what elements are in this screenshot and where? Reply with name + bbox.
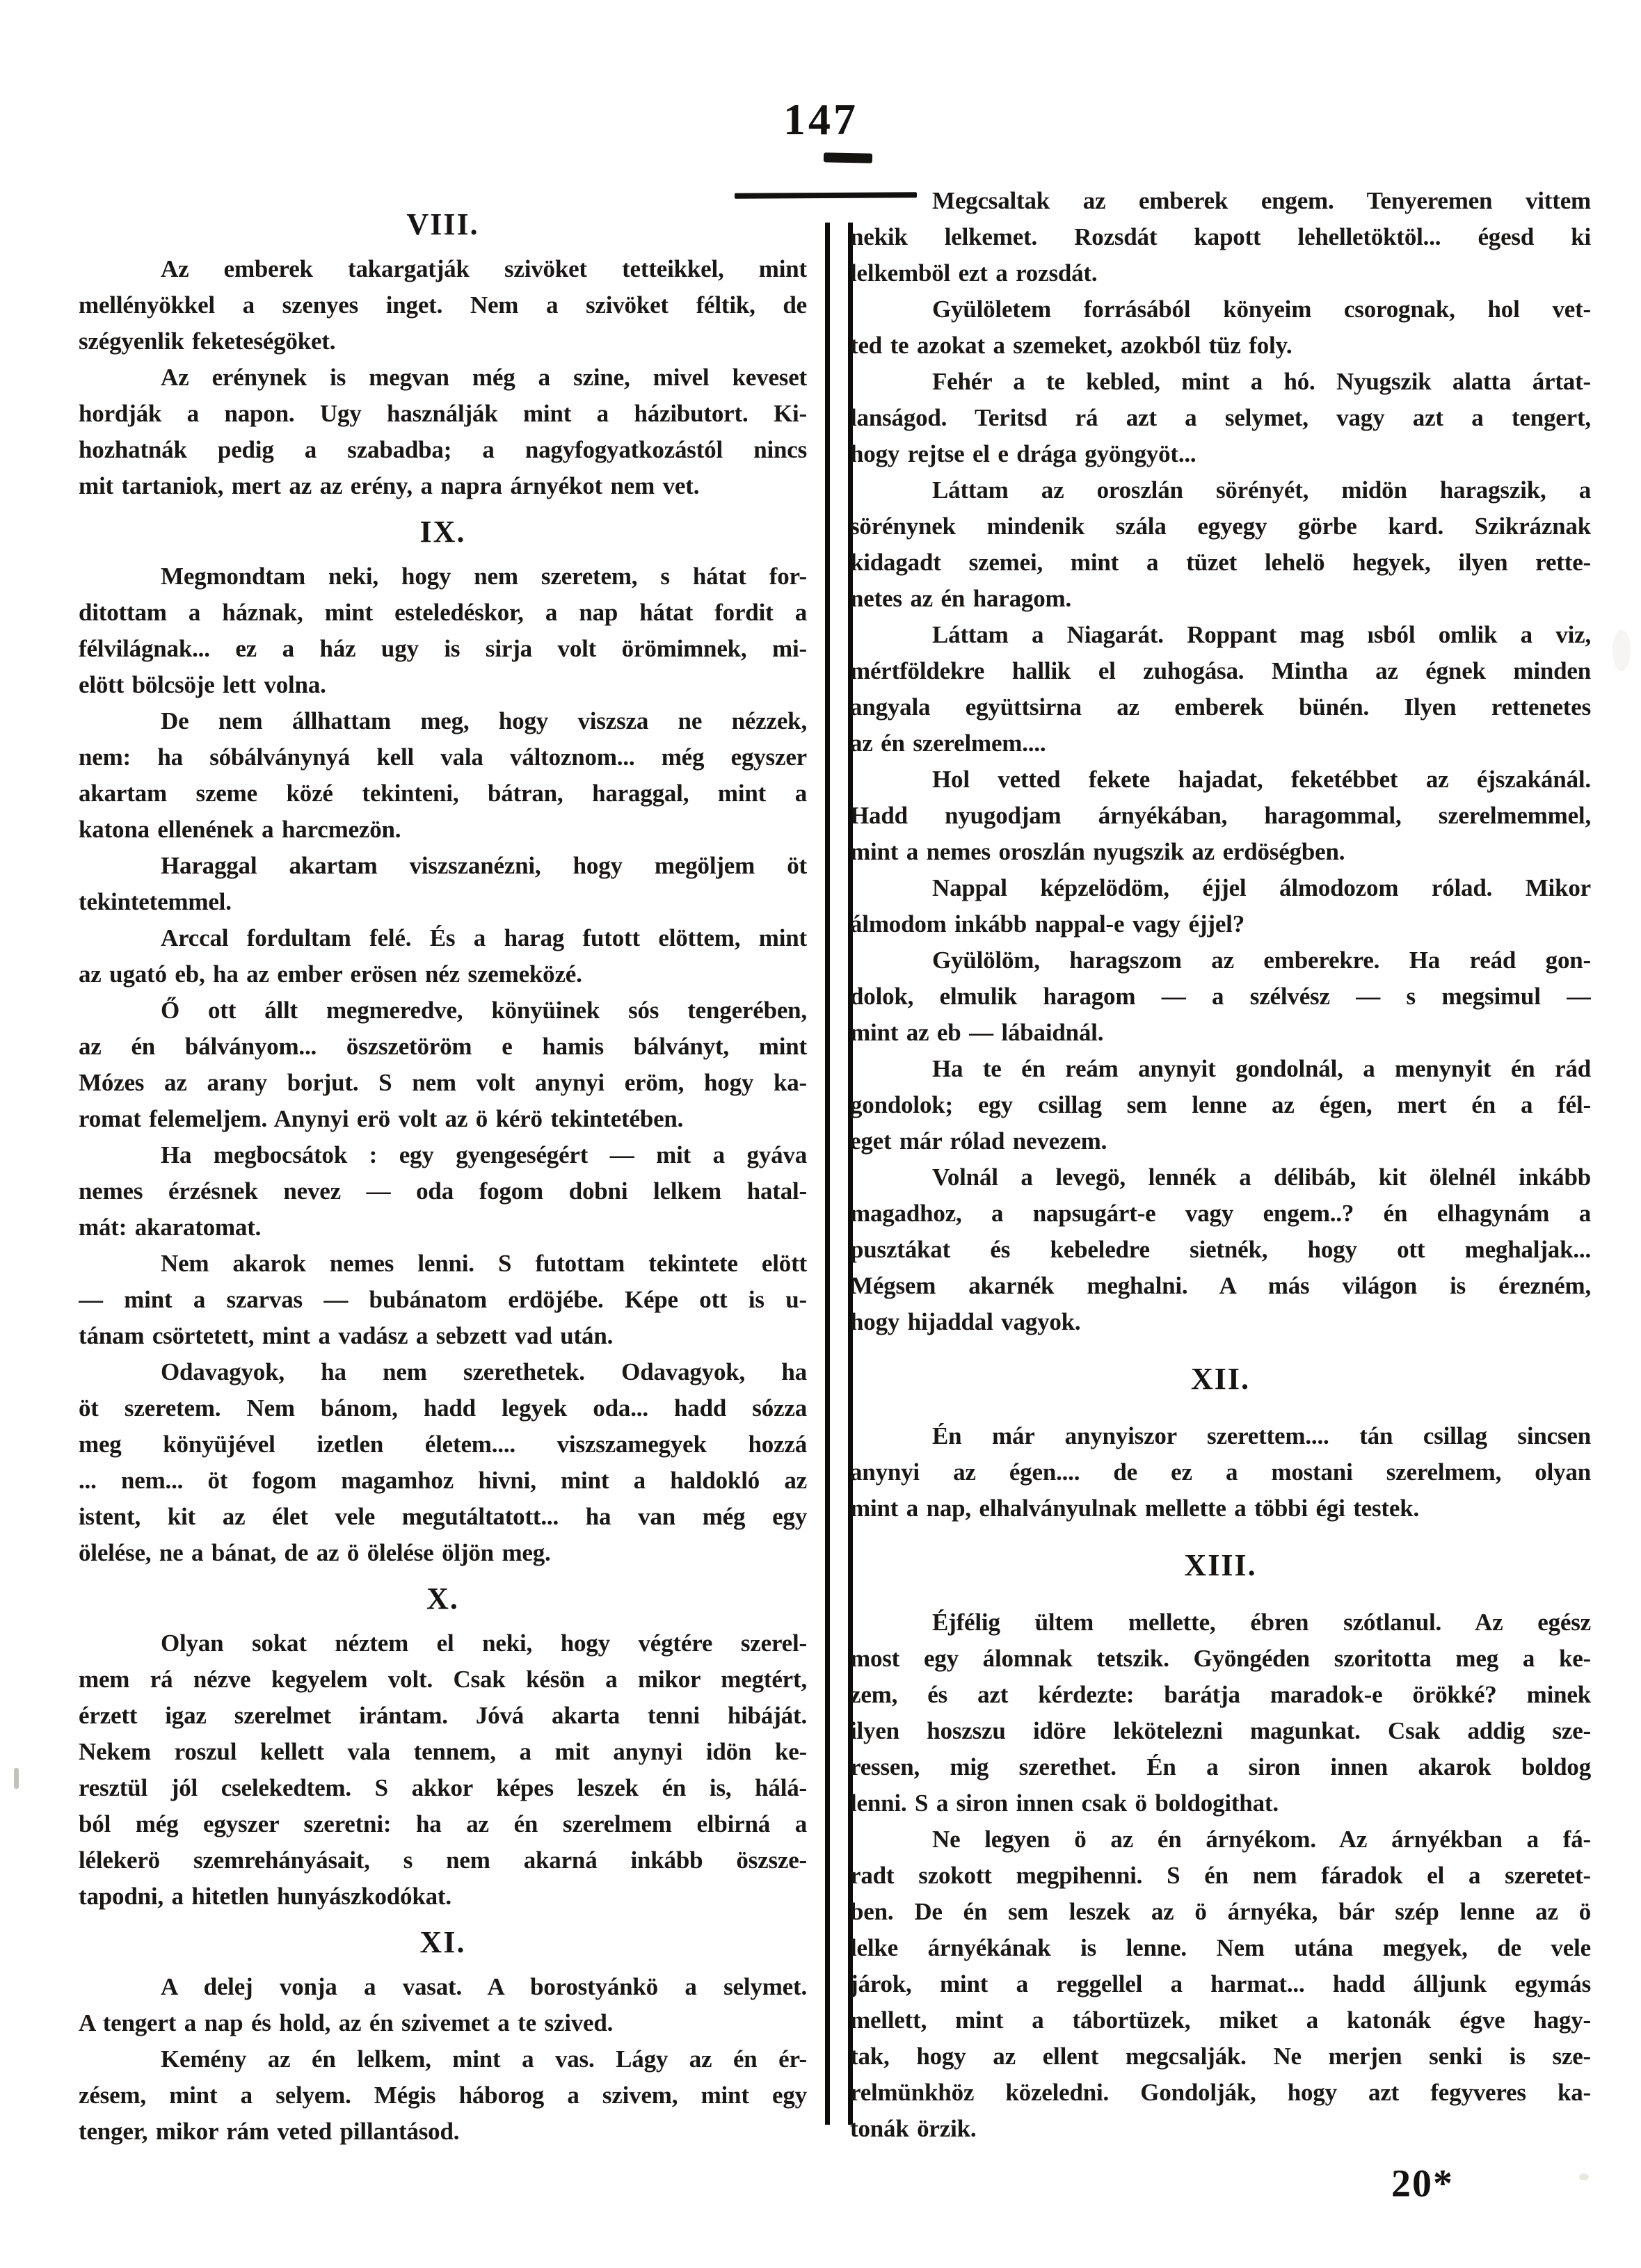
text-line: érzett igaz szerelmet irántam. Jóvá akarta tenni hibáját. — [79, 1702, 807, 1729]
text-line: zem, és azt kérdezte: barátja maradok-e örökké? minek — [850, 1681, 1591, 1708]
text-line: mellényökkel a szenyes inget. Nem a szivöket féltik, de — [79, 291, 807, 319]
text-line: netes az én haragom. — [850, 585, 1072, 612]
text-line: romat felemeljem. Anynyi erö volt az ö kérö tekintetében. — [79, 1105, 684, 1132]
text-line: Az erénynek is megvan még a szine, mivel keveset — [161, 364, 807, 391]
text-line: hordják a napon. Ugy használják mint a házibutort. Ki- — [79, 400, 807, 427]
text-line: Volnál a levegö, lennék a délibáb, kit ölelnél inkább — [932, 1164, 1591, 1191]
paragraph — [79, 1354, 807, 1571]
text-line: Kemény az én lelkem, mint a vas. Lágy az én ér- — [161, 2045, 807, 2073]
text-line: zésem, mint a selyem. Mégis háborog a szivem, mint egy — [79, 2082, 807, 2109]
paragraph — [79, 2041, 807, 2150]
paragraph — [850, 1159, 1591, 1340]
text-line: az én bálványom... öszszetöröm e hamis bálványt, mint — [79, 1033, 807, 1060]
paragraph — [850, 942, 1591, 1051]
paragraph — [79, 920, 807, 992]
text-line: — mint a szarvas — bubánatom erdöjébe. Képe ott is u- — [79, 1286, 807, 1313]
text-line: Gyülöletem forrásából könyeim csorognak, hol vet- — [932, 296, 1591, 323]
paragraph — [850, 472, 1591, 617]
text-line: Nem akarok nemes lenni. S futottam tekintete elött — [161, 1250, 807, 1277]
text-line: ölelése, ne a bánat, de az ö ölelése öljön meg. — [79, 1539, 551, 1566]
paragraph — [850, 291, 1591, 364]
text-line: Éjfélig ültem mellette, ébren szótlanul. Az egész — [932, 1609, 1591, 1636]
text-line: ból még egyszer szeretni: ha az én szerelmem elbirná a — [79, 1810, 807, 1837]
signature-mark: 20* — [1391, 2162, 1454, 2205]
text-line: akartam szeme közé tekinteni, bátran, haraggal, mint a — [79, 780, 807, 807]
text-line: Az emberek takargatják szivöket tetteikkel, mint — [161, 255, 807, 282]
text-line: hogy hijaddal vagyok. — [850, 1308, 1081, 1335]
paragraph — [850, 870, 1591, 942]
text-line: Megmondtam neki, hogy nem szeretem, s hátat for- — [161, 563, 807, 590]
text-line: magadhoz, a napsugárt-e vagy engem..? én elhagynám a — [850, 1200, 1591, 1227]
paragraph — [850, 1051, 1591, 1159]
text-line: gondolok; egy csillag sem lenne az égen, mert én a fél- — [850, 1091, 1591, 1118]
text-line: Megcsaltak az emberek engem. Tenyeremen vittem — [932, 187, 1591, 214]
text-line: elött bölcsöje lett volna. — [79, 671, 326, 698]
section-heading: VIII. — [406, 207, 479, 241]
text-line: lélekerö szemrehányásait, s nem akarná inkább öszsze- — [79, 1847, 807, 1874]
text-line: tapodni, a hitetlen hunyászkodókat. — [79, 1883, 451, 1910]
text-line: dolok, elmulik haragom — a szélvész — s megsimul — — [850, 983, 1591, 1010]
text-line: az én szerelmem.... — [850, 730, 1046, 757]
text-line: Ő ott állt megmeredve, könyüinek sós tengerében, — [161, 997, 807, 1024]
paragraph — [79, 1969, 807, 2041]
page-number: 147 — [783, 95, 858, 144]
text-line: mint az eb — lábaidnál. — [850, 1019, 1104, 1046]
text-line: lenni. S a siron innen csak ö boldogithat. — [850, 1790, 1279, 1817]
paragraph — [79, 992, 807, 1137]
text-line: mellett, mint a tábortüzek, miket a katonák égve hagy- — [850, 2006, 1591, 2034]
text-line: ... nem... öt fogom magamhoz hivni, mint a haldokló az — [79, 1467, 807, 1494]
text-line: Mégsem akarnék meghalni. A más világon is érezném, — [850, 1272, 1591, 1299]
text-line: De nem állhattam meg, hogy viszsza ne nézzek, — [161, 707, 807, 734]
text-line: Mózes az arany borjut. S nem volt anynyi eröm, hogy ka- — [79, 1069, 807, 1096]
text-line: ditottam a háznak, mint esteledéskor, a nap hátat fordit a — [79, 599, 807, 626]
text-line: relmünkhöz közeledni. Gondolják, hogy azt fegyveres ka- — [850, 2079, 1591, 2106]
text-line: Ne legyen ö az én árnyékom. Az árnyékban a fá- — [932, 1826, 1591, 1853]
paragraph — [79, 848, 807, 920]
text-line: nekik lelkemet. Rozsdát kapott lehelletöktöl... égesd ki — [850, 223, 1591, 250]
paragraph — [850, 183, 1591, 291]
text-line: járok, mint a reggellel a harmat... hadd álljunk egymás — [850, 1970, 1591, 1997]
text-line: mit tartaniok, mert az az erény, a napra árnyékot nem vet. — [79, 472, 700, 499]
text-line: álmodom inkább nappal-e vagy éjjel? — [850, 910, 1244, 938]
left-column — [79, 197, 807, 2150]
paragraph — [79, 1625, 807, 1915]
right-column — [850, 183, 1591, 2147]
text-line: öt szeretem. Nem bánom, hadd legyek oda... hadd sózza — [79, 1394, 807, 1422]
section-heading: XI. — [419, 1925, 466, 1959]
text-line: A tengert a nap és hold, az én szivemet a te szived. — [79, 2009, 614, 2036]
text-line: istent, kit az élet vele megutáltatott... ha van még egy — [79, 1503, 807, 1530]
text-line: Odavagyok, ha nem szerethetek. Odavagyok, ha — [161, 1358, 807, 1385]
text-line: pusztákat és kebeledre sietnék, hogy ott meghaljak... — [850, 1236, 1591, 1263]
text-line: lelkemböl ezt a rozsdát. — [850, 259, 1098, 287]
text-line: nem: ha sóbálványnyá kell vala változnom... még egyszer — [79, 743, 807, 771]
section-heading: XII. — [1190, 1362, 1251, 1396]
text-line: ben. De én sem leszek az ö árnyéka, bár szép lenne az ö — [850, 1898, 1591, 1925]
paragraph — [79, 558, 807, 703]
text-line: Láttam a Niagarát. Roppant mag ısból omlik a viz, — [932, 621, 1591, 648]
text-line: tonák örzik. — [850, 2115, 977, 2142]
text-line: Nappal képzelödöm, éjjel álmodozom rólad. Mikor — [932, 874, 1591, 901]
text-line: mát: akaratomat. — [79, 1214, 262, 1241]
text-line: mint a nemes oroszlán nyugszik az erdöségben. — [850, 838, 1345, 865]
text-line: resztül jól cselekedtem. S akkor képes leszek én is, hálá- — [79, 1774, 807, 1801]
text-line: katona ellenének a harcmezön. — [79, 816, 401, 843]
paragraph — [79, 703, 807, 848]
text-line: mem rá nézve kegyelem volt. Csak késön a mikor megtért, — [79, 1666, 807, 1693]
section-heading: XIII. — [1184, 1548, 1257, 1582]
text-line: most egy álomnak tetszik. Gyöngéden szoritotta meg a ke- — [850, 1645, 1591, 1672]
ink-smudge — [824, 152, 872, 163]
text-line: lelke árnyékának is lenne. Nem utána megyek, de vele — [850, 1934, 1591, 1961]
text-line: Gyülölöm, haragszom az emberekre. Ha reád gon- — [932, 947, 1591, 974]
text-line: Hol vetted fekete hajadat, feketébbet az éjszakánál. — [932, 766, 1591, 793]
paragraph — [79, 360, 807, 504]
text-line: kidagadt szemei, mint a tüzet lehelö hegyek, ilyen rette- — [850, 549, 1591, 576]
text-line: anynyi az égen.... de ez a mostani szerelmem, olyan — [850, 1458, 1591, 1486]
text-line: Én már anynyiszor szerettem.... tán csillag sincsen — [932, 1422, 1591, 1449]
text-line: Ha megbocsátok : egy gyengeségért — mit a gyáva — [161, 1141, 807, 1168]
paragraph — [850, 762, 1591, 870]
text-line: eget már rólad nevezem. — [850, 1127, 1107, 1155]
paragraph — [79, 1137, 807, 1246]
text-line: sörénynek mindenik szála egyegy görbe kard. Szikráznak — [850, 513, 1591, 540]
text-line: Haraggal akartam viszszanézni, hogy megöljem öt — [161, 852, 807, 879]
text-line: Arccal fordultam felé. És a harag futott elöttem, mint — [161, 924, 807, 951]
text-line: mértföldekre hallik el zuhogása. Mintha az égnek minden — [850, 657, 1591, 684]
text-line: radt szokott megpihenni. S én nem fáradok el a szeretet- — [850, 1862, 1591, 1889]
paragraph — [850, 1418, 1591, 1527]
scan-speck — [14, 1768, 19, 1789]
text-line: ted te azokat a szemeket, azokból tüz foly. — [850, 332, 1292, 359]
paragraph — [850, 364, 1591, 472]
text-line: hogy rejtse el e drága gyöngyöt... — [850, 440, 1196, 467]
text-line: tak, hogy az ellent megcsalják. Ne merjen senki is sze- — [850, 2043, 1591, 2070]
text-line: félvilágnak... ez a ház ugy is sirja volt örömimnek, mi- — [79, 635, 807, 662]
text-line: meg könyüjével izetlen életem.... viszszamegyek hozzá — [79, 1431, 807, 1458]
text-line: tenger, mikor rám veted pillantásod. — [79, 2118, 460, 2145]
text-line: Ha te én reám anynyit gondolnál, a menynyit én rád — [932, 1055, 1591, 1082]
text-line: hozhatnák pedig a szabadba; a nagyfogyatkozástól nincs — [79, 436, 807, 463]
text-line: tekintetemmel. — [79, 888, 232, 915]
paragraph — [79, 1246, 807, 1354]
text-line: Hadd nyugodjam árnyékában, haragommal, szerelmemmel, — [850, 802, 1591, 829]
section-heading: IX. — [419, 515, 466, 549]
text-line: A delej vonja a vasat. A borostyánkö a selymet. — [161, 1973, 807, 2000]
text-line: Fehér a te kebled, mint a hó. Nyugszik alatta ártat- — [932, 368, 1591, 395]
text-line: tánam csörtetett, mint a vadász a sebzett vad után. — [79, 1322, 614, 1349]
paragraph — [850, 617, 1591, 762]
text-line: Nekem roszul kellett vala tennem, a mit anynyi idön ke- — [79, 1738, 807, 1765]
text-line: ressen, mig szerethet. Én a siron innen akarok boldog — [850, 1753, 1591, 1780]
scan-speck — [1612, 629, 1631, 671]
paragraph — [79, 251, 807, 360]
text-line: lanságod. Teritsd rá azt a selymet, vagy azt a tengert, — [850, 404, 1591, 431]
paragraph — [850, 1605, 1591, 1821]
text-line: nemes érzésnek nevez — oda fogom dobni lelkem hatal- — [79, 1177, 807, 1205]
text-line: az ugató eb, ha az ember erösen néz szemeközé. — [79, 960, 582, 988]
scan-speck — [1579, 2173, 1589, 2180]
paragraph — [850, 1821, 1591, 2147]
text-line: ilyen hoszszu idöre lekötelezni magunkat. Csak addig sze- — [850, 1717, 1591, 1744]
section-heading: X. — [426, 1582, 459, 1616]
text-line: angyala együttsirna az emberek bünén. Ilyen rettenetes — [850, 693, 1591, 721]
text-line: Olyan sokat néztem el neki, hogy végtére szerel- — [161, 1630, 807, 1657]
text-line: mint a nap, elhalványulnak mellette a többi égi testek. — [850, 1495, 1420, 1522]
text-line: Láttam az oroszlán sörényét, midön haragszik, a — [932, 476, 1591, 504]
text-line: szégyenlik feketeségöket. — [79, 328, 336, 355]
column-divider-rule — [825, 223, 853, 2125]
